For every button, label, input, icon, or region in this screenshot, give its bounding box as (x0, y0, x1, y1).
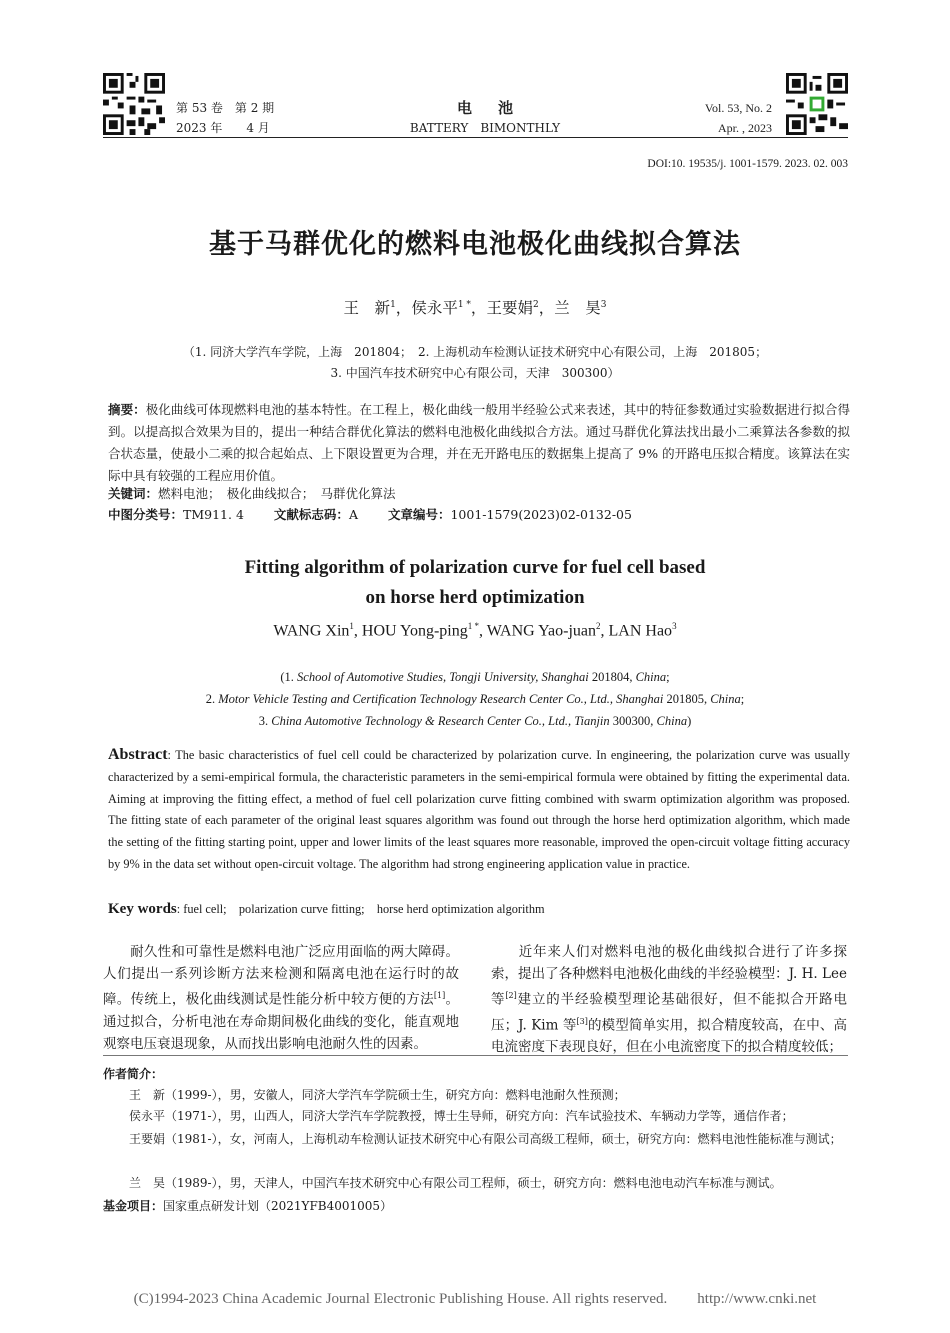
affiliations-en (0, 666, 950, 732)
author-bio: 兰 昊（1989-），男，天津人，中国汽车技术研究中心有限公司工程师，硕士，研究方向：燃料电池电动汽车标准与测试。 (129, 1176, 782, 1190)
keywords-text-en: : fuel cell; polarization curve fitting; horse herd optimization algorithm (176, 902, 545, 916)
footnote-divider (103, 1055, 848, 1056)
doc-code-label: 文献标志码： (273, 507, 349, 522)
body-column-right: 近年来人们对燃料电池的极化曲线拟合进行了许多探索，提出了各种燃料电池极化曲线的半经验模型：J. H. Lee 等[2]建立的半经验模型理论基础很好，但不能拟合开路电压；J. Kim 等[3]的模型简单实用，拟合精度较高，在中、高电流密度下表现良好，但在小电流密度下的拟合精度较低； (491, 944, 848, 1055)
author-name: 兰 昊 (554, 299, 601, 317)
author-affiliation-mark: 1 * (467, 621, 479, 631)
author-name: HOU Yong-ping (361, 622, 468, 640)
journal-name-en: BATTERY BIMONTHLY (409, 121, 561, 135)
abstract-en (108, 744, 850, 876)
author-name: 侯永平 (411, 299, 458, 317)
issue-volume: 第 53 卷 第 2 期 (176, 101, 275, 115)
keywords-en (108, 899, 545, 918)
author-name: WANG Xin (273, 622, 350, 640)
author-affiliation-mark: 3 (600, 299, 607, 310)
author-affiliation-mark: 1 (349, 621, 354, 631)
author-affiliation-mark: 1 (390, 299, 396, 310)
author-name: LAN Hao (608, 622, 673, 640)
qr-code-icon (103, 73, 165, 135)
affiliation-line: 3. 中国汽车技术研究中心有限公司，天津 300300） (330, 366, 620, 380)
author-bio: 王 新（1999-），男，安徽人，同济大学汽车学院硕士生，研究方向：燃料电池耐久性预测； (129, 1088, 626, 1102)
keywords-text: 燃料电池； 极化曲线拟合； 马群优化算法 (158, 486, 396, 501)
issue-date: 2023 年 4 月 (176, 121, 270, 135)
citation[interactable]: [2] (505, 991, 517, 1000)
issue-info (176, 98, 274, 138)
author-affiliation-mark: 2 (532, 299, 539, 310)
affiliation-line: (1. School of Automotive Studies, Tongji University, Shanghai 201804, China; (280, 670, 670, 684)
title-en-line: on horse herd optimization (365, 587, 585, 608)
journal-name-cn: 电池 (456, 99, 539, 117)
article-number-label: 文章编号： (387, 507, 451, 522)
abstract-label: 摘要： (108, 402, 146, 417)
classification-cn (108, 505, 632, 525)
keywords-label-en: Key words (108, 901, 177, 917)
abstract-text-en: : The basic characteristics of fuel cell could be characterized by polarization curve. In engineering, the polarization curve was usually characterized by a semi-empirical formula, the characteristic parameters in the semi-empirical formula were obtained by fitting the experimental data. Aiming at improving the fitting effect, a method of fuel cell polarization curve fitting combined with swarm optimization algorithm was proposed. The fitting state of each parameter of the original least squares algorithm was found out through the horse herd optimization algorithm, which made the setting of the fitting starting point, upper and lower limits of the least squares more reasonable, improved the open-circuit voltage fitting accuracy by 9% in the data set without open-circuit voltage. The algorithm had strong engineering application value in practice. (108, 748, 850, 871)
author-bio: 王要娟（1981-），女，河南人，上海机动车检测认证技术研究中心有限公司高级工程师，硕士，研究方向：燃料电池性能标准与测试； (129, 1132, 842, 1146)
authors-cn: 王 新$^1$，侯永平$^{1 *}$，王要娟$^2$，兰 昊$^3$ (343, 299, 607, 317)
author-bio: 侯永平（1971-），男，山西人，同济大学汽车学院教授，博士生导师，研究方向：汽车试验技术、车辆动力学等，通信作者； (129, 1109, 794, 1123)
funding (103, 1196, 849, 1217)
citation[interactable]: [1] (433, 991, 446, 1000)
author-name: 王要娟 (486, 299, 533, 317)
authors-en: WANG Xin$^1$, HOU Yong-ping$^{1 *}$, WANG Yao-juan$^2$, LAN Hao$^3$ (273, 621, 677, 640)
funding-text: 国家重点研发计划（2021YFB4001005） (163, 1199, 393, 1213)
qr-code-icon (786, 73, 848, 135)
doi: DOI:10. 19535/j. 1001-1579. 2023. 02. 003 (647, 158, 848, 170)
keywords-label: 关键词： (108, 486, 159, 501)
copyright-notice: (C)1994-2023 China Academic Journal Electronic Publishing House. All rights reserved. http://www.cnki.net (133, 1291, 817, 1307)
header-divider (103, 137, 848, 138)
article-number-value: 1001-1579(2023)02-0132-05 (450, 507, 632, 522)
funding-label: 基金项目： (103, 1199, 164, 1213)
clc-value: TM911. 4 (183, 507, 244, 522)
issue-info-en (680, 98, 772, 138)
author-name: WANG Yao-juan (486, 622, 597, 640)
abstract-text: 极化曲线可体现燃料电池的基本特性。在工程上，极化曲线一般用半经验公式来表述，其中的特征参数通过实验数据进行拟合得到。以提高拟合效果为目的，提出一种结合群优化算法的燃料电池极化曲线拟合方法。通过马群优化算法找出最小二乘算法各参数的拟合状态量，使最小二乘的拟合起始点、上下限设置更为合理，并在无开路电压的数据集上提高了 9% 的开路电压拟合精度。该算法在实际中具有较强的工程应用价值。 (108, 402, 850, 483)
citation[interactable]: [3] (576, 1016, 588, 1026)
paper-title-en (0, 553, 950, 613)
author-affiliation-mark: 1 * (457, 299, 471, 310)
abstract-cn (108, 399, 850, 487)
affiliation-line: 3. China Automotive Technology & Research Center Co., Ltd., Tianjin 300300, China) (258, 714, 692, 728)
clc-label: 中图分类号： (108, 507, 184, 522)
title-en-line: Fitting algorithm of polarization curve for fuel cell based (244, 557, 706, 578)
keywords-cn (108, 484, 396, 504)
author-affiliation-mark: 3 (672, 621, 677, 631)
body-column-left: 耐久性和可靠性是燃料电池广泛应用面临的两大障碍。人们提出一系列诊断方法来检测和隔离电池在运行时的故障。传统上，极化曲线测试是性能分析中较方便的方法[1]。通过拟合，分析电池在寿命期间极化曲线的变化，能直观地观察电压衰退现象，从而找出影响电池耐久性的因素。 (103, 944, 460, 1052)
volume-en: Vol. 53, No. 2 (704, 101, 772, 115)
paper-title-cn: 基于马群优化的燃料电池极化曲线拟合算法 (209, 229, 741, 260)
doc-code-value: A (348, 507, 358, 522)
date-en: Apr. , 2023 (718, 121, 772, 135)
affiliation-line: 2. Motor Vehicle Testing and Certification Technology Research Center Co., Ltd., Shanghai 201805, China; (205, 692, 745, 706)
abstract-label-en: Abstract (108, 746, 168, 763)
journal-name (409, 98, 561, 138)
author-bio-label: 作者简介： (103, 1067, 164, 1081)
affiliations-cn (0, 342, 950, 384)
author-name: 王 新 (343, 299, 391, 317)
affiliation-line: （1. 同济大学汽车学院，上海 201804； 2. 上海机动车检测认证技术研究中心有限公司，上海 201805； (182, 345, 768, 359)
author-affiliation-mark: 2 (596, 621, 601, 631)
